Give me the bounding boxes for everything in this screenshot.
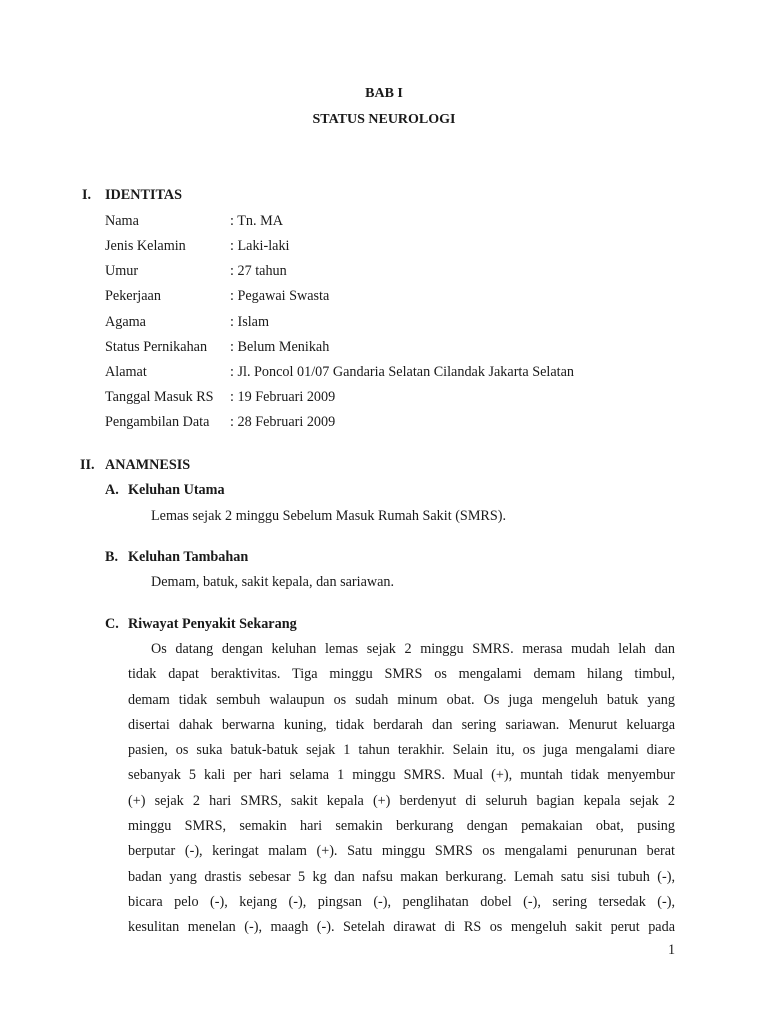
identity-label: Pengambilan Data — [105, 414, 210, 430]
paragraph-line: disertai dahak berwarna kuning, tidak berdarah dan sering sariawan. Menurut keluarga — [128, 716, 675, 733]
identity-row — [0, 213, 768, 233]
identity-value: : Pegawai Swasta — [230, 288, 330, 304]
keluhan-tambahan-text: Demam, batuk, sakit kepala, dan sariawan. — [151, 574, 395, 590]
identity-label: Pekerjaan — [105, 288, 161, 304]
identity-row — [0, 339, 768, 359]
subsection-heading-keluhan-tambahan: Keluhan Tambahan — [128, 549, 249, 565]
identity-value: : Laki-laki — [230, 238, 290, 254]
paragraph-line: kesulitan menelan (-), maagh (-). Setelah dirawat di RS os mengeluh sakit perut pada — [128, 919, 675, 936]
identity-label: Alamat — [105, 364, 147, 380]
page-title: STATUS NEUROLOGI — [312, 112, 456, 127]
identity-row — [0, 314, 768, 334]
identity-label: Jenis Kelamin — [105, 238, 186, 254]
identity-row — [0, 364, 768, 384]
identity-value: : Tn. MA — [230, 213, 283, 229]
chapter-label: BAB I — [365, 86, 403, 101]
paragraph-line: (+) sejak 2 hari SMRS, sakit kepala (+) berdenyut di seluruh bagian kepala sejak 2 — [128, 792, 675, 809]
subsection-letter-c: C. — [105, 616, 119, 632]
identity-value: : Jl. Poncol 01/07 Gandaria Selatan Cilandak Jakarta Selatan — [230, 364, 574, 380]
subsection-letter-a: A. — [105, 482, 119, 498]
paragraph-line: badan yang drastis sebesar 5 kg dan nafsu makan berkurang. Lemah satu sisi tubuh (-), — [128, 868, 675, 885]
section-number-2: II. — [80, 457, 95, 473]
identity-row — [0, 389, 768, 409]
identity-row — [0, 414, 768, 434]
identity-row — [0, 238, 768, 258]
identity-row — [0, 288, 768, 308]
paragraph-line: berputar (-), keringat malam (+). Satu minggu SMRS os mengalami penurunan berat — [128, 843, 675, 860]
paragraph-line: bicara pelo (-), kejang (-), pingsan (-), penglihatan dobel (-), sering tersedak (-), — [128, 893, 675, 910]
subsection-heading-riwayat: Riwayat Penyakit Sekarang — [128, 616, 297, 632]
identity-label: Agama — [105, 314, 146, 330]
identity-value: : 28 Februari 2009 — [230, 414, 336, 430]
paragraph-line: sebanyak 5 kali per hari selama 1 minggu SMRS. Mual (+), muntah tidak menyembur — [128, 767, 675, 784]
keluhan-utama-text: Lemas sejak 2 minggu Sebelum Masuk Rumah Sakit (SMRS). — [151, 508, 507, 524]
paragraph-line: minggu SMRS, semakin hari semakin berkurang dengan pemakaian obat, pusing — [128, 818, 675, 835]
identity-label: Status Pernikahan — [105, 339, 208, 355]
identity-label: Nama — [105, 213, 139, 229]
section-heading-anamnesis: ANAMNESIS — [105, 457, 191, 473]
paragraph-line: demam tidak sembuh walaupun os sudah minum obat. Os juga mengeluh batuk yang — [128, 691, 675, 708]
paragraph-line: pasien, os suka batuk-batuk sejak 1 tahun terakhir. Selain itu, os juga mengalami diare — [128, 742, 675, 759]
identity-value: : 19 Februari 2009 — [230, 389, 336, 405]
subsection-letter-b: B. — [105, 549, 119, 565]
page-number: 1 — [668, 942, 676, 958]
identity-label: Tanggal Masuk RS — [105, 389, 214, 405]
identity-row — [0, 263, 768, 283]
section-heading-identitas: IDENTITAS — [105, 187, 183, 203]
section-number-1: I. — [82, 187, 92, 203]
subsection-heading-keluhan-utama: Keluhan Utama — [128, 482, 225, 498]
paragraph-line: Os datang dengan keluhan lemas sejak 2 minggu SMRS. merasa mudah lelah dan — [151, 641, 675, 657]
identity-label: Umur — [105, 263, 139, 279]
paragraph-line: tidak dapat beraktivitas. Tiga minggu SMRS os mengalami demam hilang timbul, — [128, 666, 675, 683]
identity-value: : 27 tahun — [230, 263, 287, 279]
riwayat-paragraph — [128, 637, 675, 941]
identity-value: : Belum Menikah — [230, 339, 330, 355]
identity-value: : Islam — [230, 314, 270, 330]
